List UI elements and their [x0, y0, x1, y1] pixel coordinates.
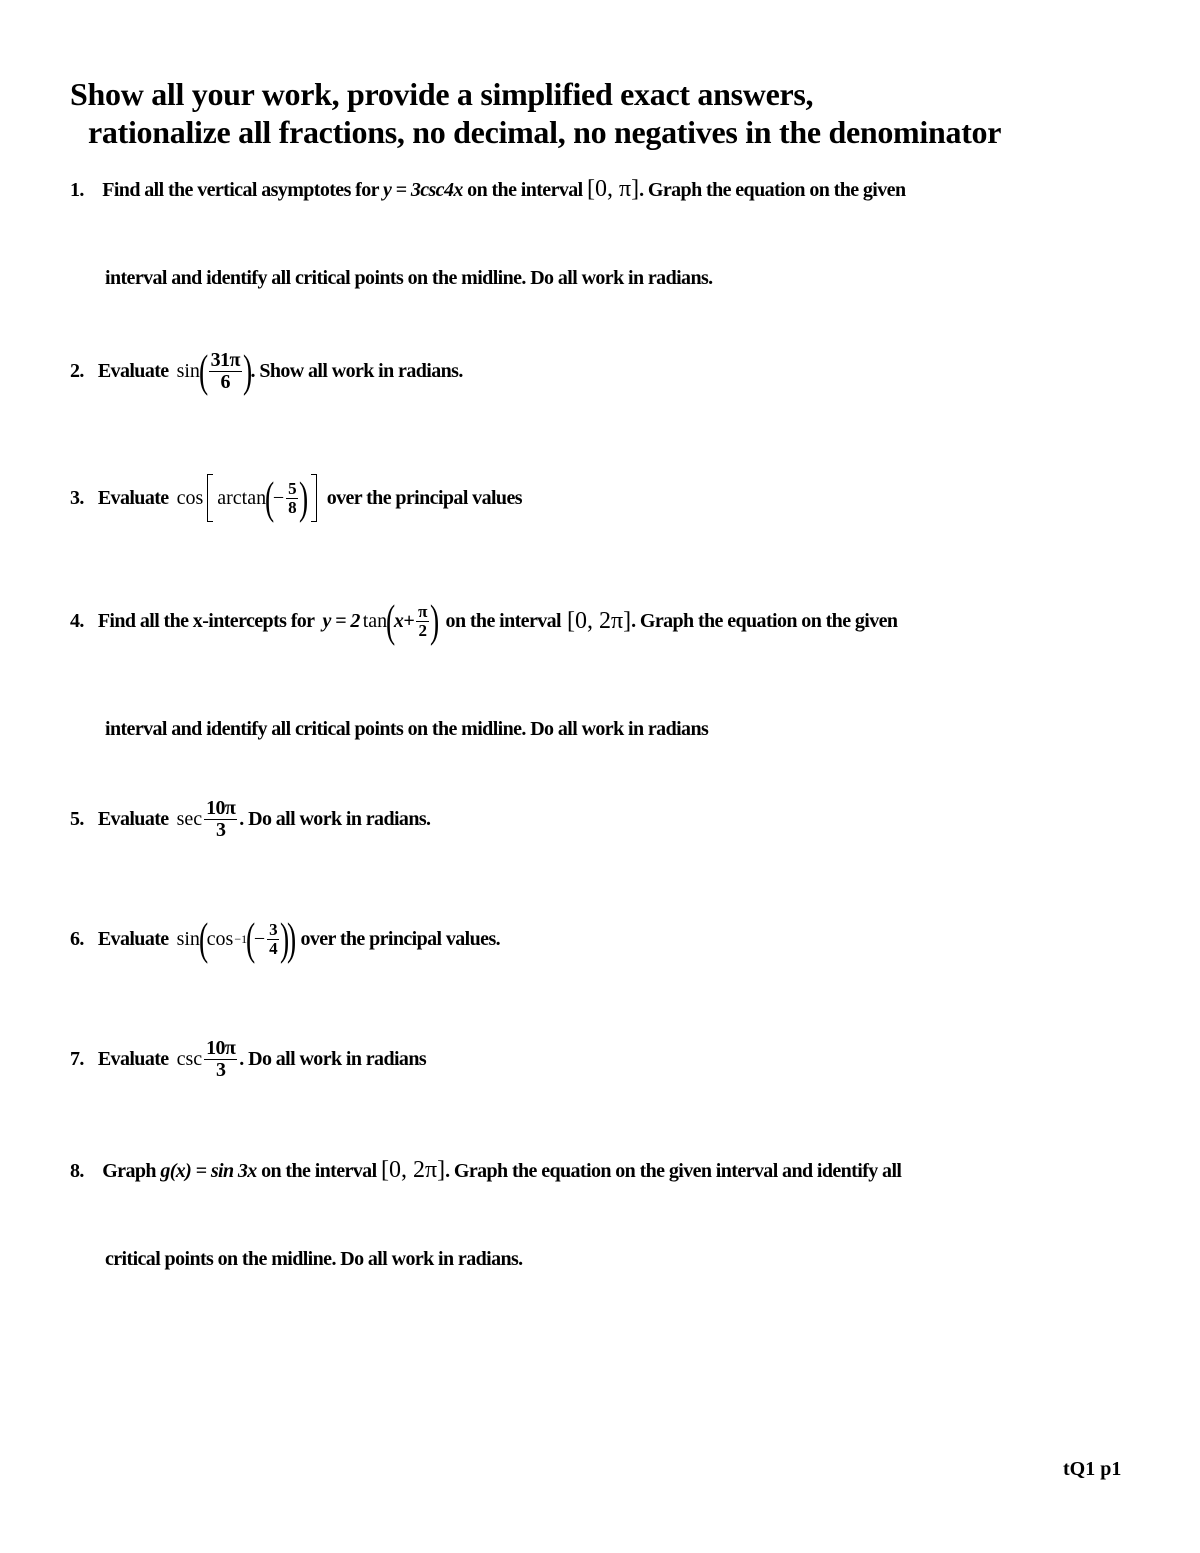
question-3 — [70, 474, 522, 522]
paren-close: ) — [279, 913, 289, 964]
question-text: over the principal values — [326, 486, 522, 509]
question-text: on the interval — [467, 179, 583, 201]
question-1-line-2: interval and identify all critical points on the midline. Do all work in radians. — [105, 267, 713, 289]
fraction — [204, 798, 237, 841]
minus-sign: − — [253, 927, 266, 950]
question-text: . Do all work in radians — [239, 1048, 427, 1070]
question-text: Evaluate — [97, 808, 169, 830]
denominator: 2 — [418, 620, 427, 640]
instructions-line-2: rationalize all fractions, no decimal, no negatives in the denominator — [88, 114, 1002, 150]
question-text: . Show all work in radians. — [250, 359, 463, 382]
question-text: Evaluate — [97, 486, 169, 509]
numerator: π — [418, 601, 427, 621]
paren-close: ) — [429, 595, 439, 646]
question-text: . Graph the equation on the given — [639, 179, 906, 201]
question-text: on the interval — [261, 1160, 377, 1182]
denominator: 8 — [288, 497, 297, 517]
equation: y = 3csc4x — [382, 179, 463, 201]
function-name: cos — [206, 927, 234, 950]
interval: [0, 2π] — [566, 607, 632, 634]
paren-close: ) — [242, 345, 252, 396]
question-text: . Graph the equation on the given interval and identify all — [445, 1160, 902, 1182]
equation: g(x) = sin 3x — [160, 1160, 257, 1182]
function-name: sec — [176, 808, 203, 830]
denominator: 3 — [216, 819, 226, 841]
paren-open: ( — [246, 913, 255, 964]
variable: x+ — [393, 609, 415, 632]
question-text: Evaluate — [97, 1048, 169, 1070]
question-4 — [70, 595, 898, 646]
function-name: tan — [362, 609, 388, 632]
function-name: arctan — [217, 486, 267, 509]
function-name: cos — [176, 486, 204, 509]
question-number: 5. — [70, 808, 84, 830]
question-8-line-2: critical points on the midline. Do all work in radians. — [105, 1248, 523, 1270]
function-name: csc — [176, 1048, 203, 1070]
question-text: on the interval — [445, 609, 561, 632]
question-text: Evaluate — [97, 927, 169, 950]
fraction — [286, 480, 298, 517]
question-number: 8. — [70, 1160, 84, 1182]
numerator: 3 — [269, 919, 277, 939]
fraction — [267, 921, 279, 958]
question-number: 7. — [70, 1048, 84, 1070]
paren-open: ( — [265, 472, 274, 523]
question-text: Find all the vertical asymptotes for — [102, 179, 379, 201]
function-name: sin — [176, 927, 200, 950]
paren-open: ( — [198, 913, 208, 964]
paren-open: ( — [386, 595, 395, 646]
question-4-line-2: interval and identify all critical points on the midline. Do all work in radians — [105, 718, 709, 740]
numerator: 31π — [210, 348, 240, 371]
instructions-line-1: Show all your work, provide a simplified exact answers, — [70, 76, 814, 112]
denominator: 3 — [216, 1059, 226, 1081]
function-name: sin — [176, 359, 200, 382]
denominator: 4 — [269, 938, 277, 958]
question-number: 1. — [70, 179, 84, 201]
question-number: 3. — [70, 486, 84, 509]
question-8 — [70, 1157, 901, 1184]
fraction — [416, 603, 429, 640]
question-text: Find all the x-intercepts for — [97, 609, 315, 632]
question-number: 2. — [70, 359, 84, 382]
interval: [0, π] — [587, 176, 640, 202]
question-text: . Graph the equation on the given — [631, 609, 898, 632]
question-5 — [70, 798, 430, 841]
fraction — [204, 1038, 237, 1081]
paren-open: ( — [198, 345, 208, 396]
bracket-close — [311, 474, 317, 522]
numerator: 10π — [206, 797, 236, 819]
interval: [0, 2π] — [380, 1157, 446, 1183]
question-number: 6. — [70, 927, 84, 950]
inverse-exponent: −1 — [234, 931, 248, 946]
question-1 — [70, 176, 905, 203]
numerator: 10π — [206, 1037, 236, 1059]
paren-close: ) — [298, 472, 308, 523]
question-7 — [70, 1038, 426, 1081]
fraction — [209, 350, 242, 393]
question-text: Graph — [102, 1160, 156, 1182]
numerator: 5 — [288, 478, 297, 498]
page-label: tQ1 p1 — [1063, 1458, 1122, 1480]
question-6 — [70, 913, 501, 964]
question-text: . Do all work in radians. — [239, 808, 431, 830]
bracket-open — [207, 474, 213, 522]
minus-sign: − — [272, 486, 285, 509]
question-text: Evaluate — [97, 359, 169, 382]
question-number: 4. — [70, 609, 84, 632]
equation: y = 2 — [322, 609, 360, 632]
paren-close: ) — [286, 913, 296, 964]
question-2 — [70, 345, 463, 396]
denominator: 6 — [220, 370, 230, 393]
question-text: over the principal values. — [300, 927, 501, 950]
